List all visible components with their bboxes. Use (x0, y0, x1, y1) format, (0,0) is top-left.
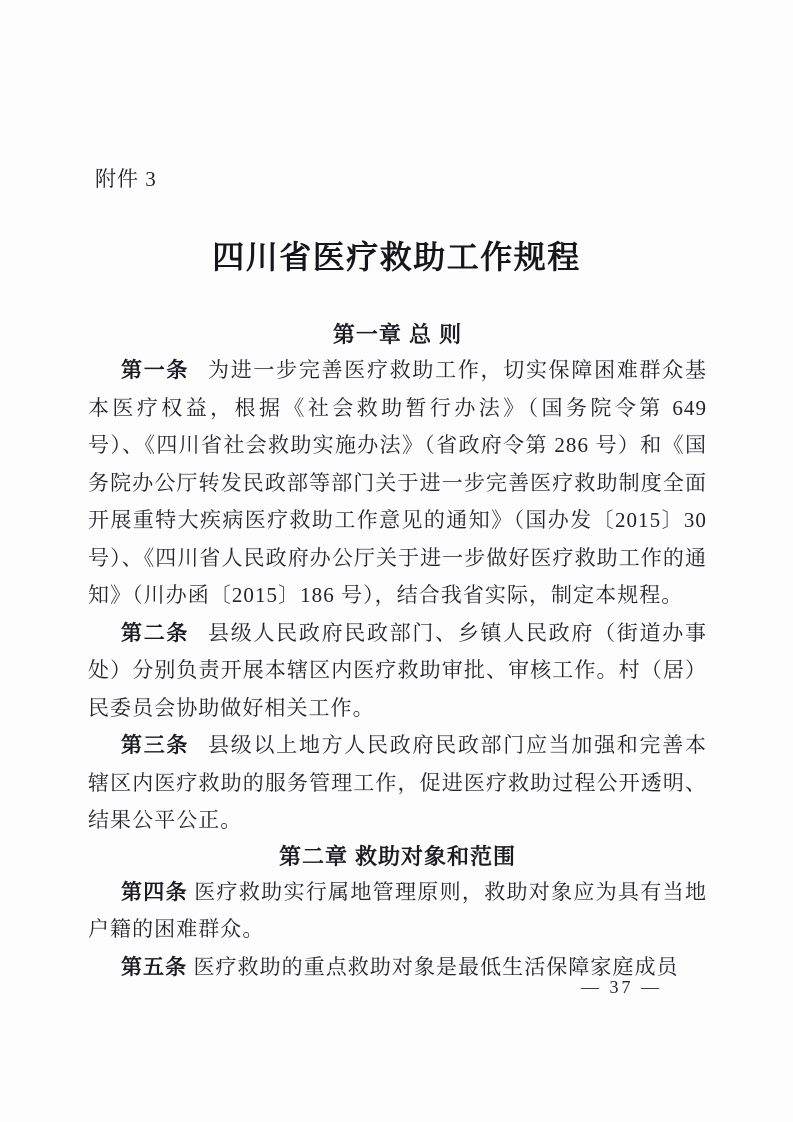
article-3 (88, 727, 707, 840)
article-5-text: 医疗救助的重点救助对象是最低生活保障家庭成员 (193, 954, 679, 979)
article-1 (88, 352, 707, 615)
article-3-text: 县级以上地方人民政府民政部门应当加强和完善本辖区内医疗救助的服务管理工作，促进医疗救助过程公开透明、结果公平公正。 (88, 733, 707, 832)
article-5-label: 第五条 (121, 955, 188, 979)
article-2 (88, 615, 707, 728)
article-3-label: 第三条 (121, 734, 190, 757)
attachment-label: 附件 3 (95, 167, 157, 191)
article-2-text: 县级人民政府民政部门、乡镇人民政府（街道办事处）分别负责开展本辖区内医疗救助审批、审核工作。村（居）民委员会协助做好相关工作。 (88, 620, 707, 720)
article-4-label: 第四条 (121, 880, 188, 904)
chapter-1-heading: 第一章 总 则 (332, 322, 463, 347)
article-1-text: 为进一步完善医疗救助工作，切实保障困难群众基本医疗权益，根据《社会救助暂行办法》（国务院令第 649 号）、《四川省社会救助实施办法》（省政府令第 286 号）和《国务院办公厅转发民政部等部门关于进一步完善医疗救助制度全面开展重特大疾病医疗救助工作意见的通知》（国办发〔2015〕30 号）、《四川省人民政府办公厅关于进一步做好医疗救助工作的通知》（川办函〔2015〕186 号），结合我省实际，制定本规程。 (88, 358, 707, 607)
article-4-text: 医疗救助实行属地管理原则，救助对象应为具有当地户籍的困难群众。 (88, 879, 707, 941)
chapter-2-heading: 第二章 救助对象和范围 (278, 843, 517, 869)
document-body (88, 318, 707, 986)
document-title: 四川省医疗救助工作规程 (212, 239, 581, 275)
page-number: — 37 — (581, 977, 662, 997)
article-4 (88, 874, 707, 949)
article-1-label: 第一条 (121, 359, 190, 382)
article-2-label: 第二条 (121, 621, 190, 645)
